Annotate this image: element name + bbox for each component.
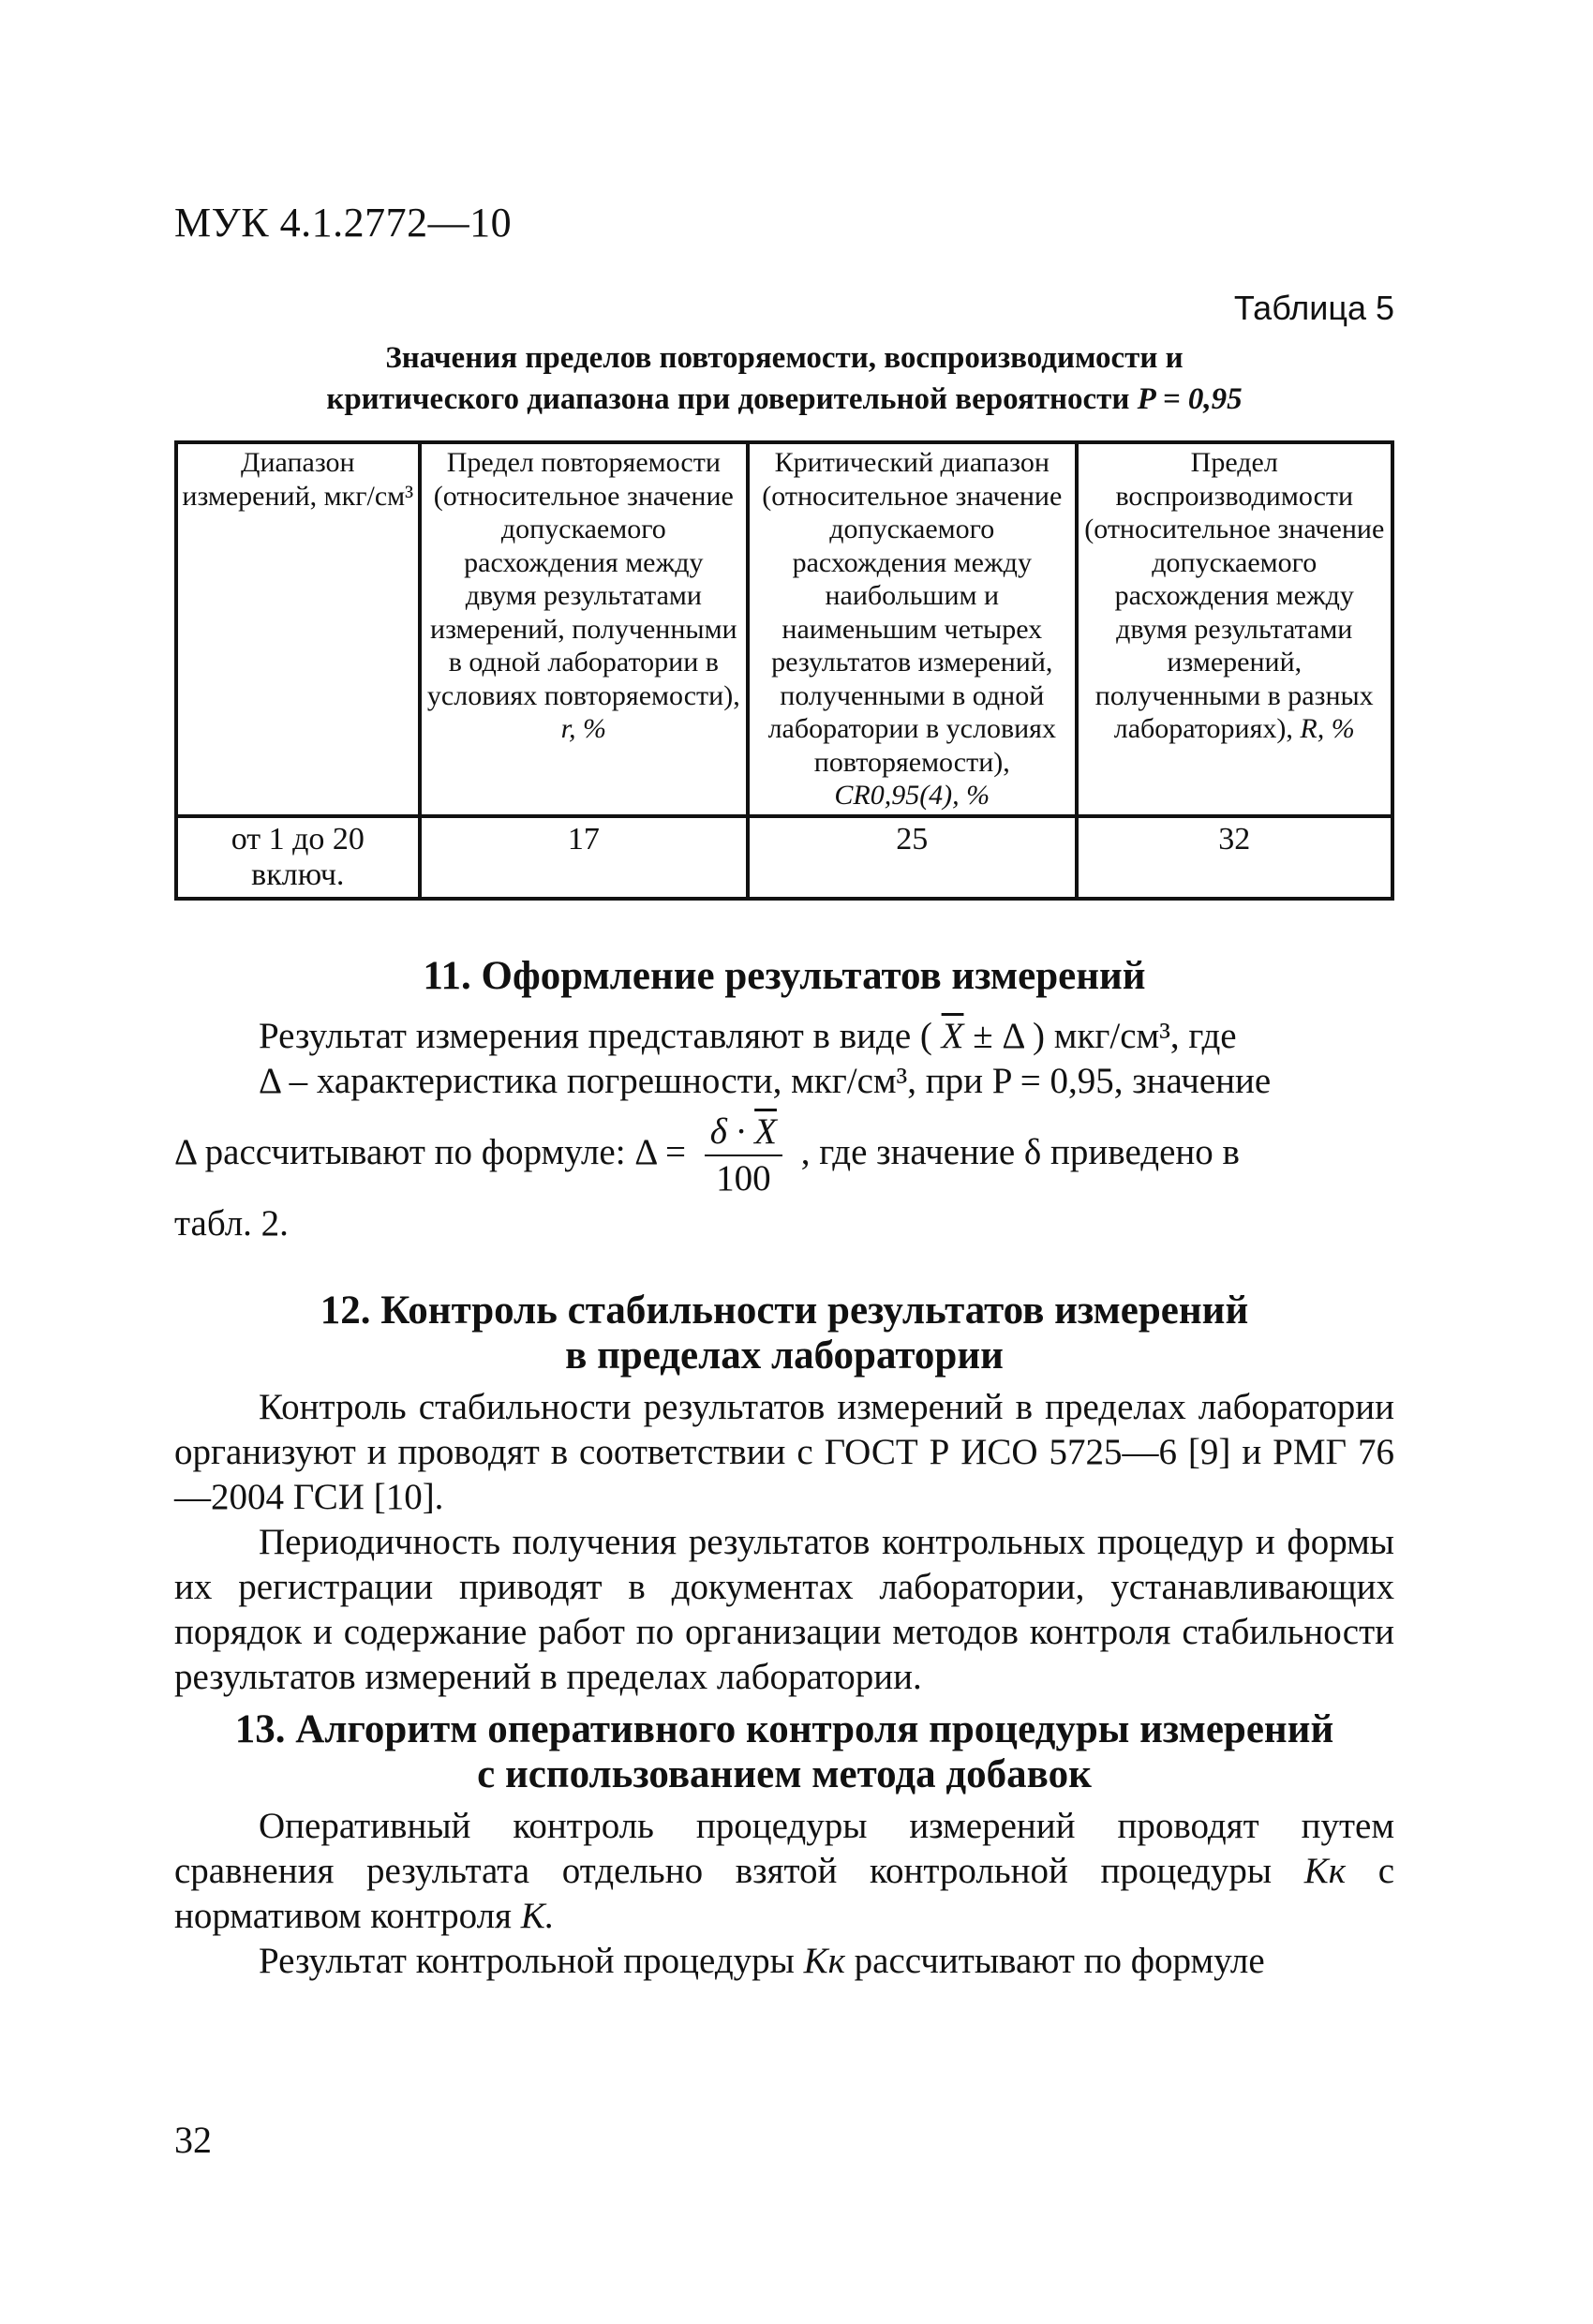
table-5 bbox=[174, 440, 1394, 901]
symbol-kk-2: Kк bbox=[803, 1941, 845, 1981]
document-code: МУК 4.1.2772—10 bbox=[174, 200, 513, 246]
section-11-line1: Результат измерения представляют в виде ( $\overline{X} \pm \Delta$ ) мкг/см³, где bbox=[259, 1016, 1237, 1056]
delta-formula-fraction bbox=[705, 1110, 782, 1201]
section-13-body bbox=[174, 1804, 1394, 1984]
formula-x-mean: $\overline{X}$ bbox=[754, 1111, 777, 1152]
header-range: Диапазон измерений, мкг/см³ bbox=[176, 442, 420, 816]
cell-r: 17 bbox=[420, 816, 748, 899]
cell-range: от 1 до 20 включ. bbox=[176, 816, 420, 899]
table-header-row bbox=[176, 442, 1392, 816]
table-title-line1: Значения пределов повторяемости, воспроизводимости и bbox=[385, 341, 1184, 375]
cell-R: 32 bbox=[1077, 816, 1393, 899]
x-mean-symbol: $\overline{X}$ bbox=[941, 1016, 964, 1056]
table-title-probability: P = 0,95 bbox=[1137, 382, 1243, 416]
section-13-heading: 13. Алгоритм оперативного контроля процедуры измерений с использованием метода добавок bbox=[234, 1707, 1334, 1796]
cell-cr: 25 bbox=[748, 816, 1076, 899]
header-reproducibility: Предел воспроизводимости (относительное значение допускаемого расхождения между двумя результатами измерений, полученными в разных лабораториях), R, % bbox=[1077, 442, 1393, 816]
symbol-kk: Kк bbox=[1303, 1851, 1347, 1891]
section-11-body bbox=[174, 1014, 1394, 1246]
header-repeatability: Предел повторяемости (относительное значение допускаемого расхождения между двумя результатами измерений, полученными в одной лаборатории в условиях повторяемости), r, % bbox=[420, 442, 748, 816]
page-number: 32 bbox=[174, 2119, 212, 2161]
section-13-para1: Оперативный контроль процедуры измерений проводят путем сравнения результата отдельно взятой контрольной процедуры Kк с нормативом контроля K. bbox=[174, 1806, 1394, 1936]
symbol-r: r, % bbox=[560, 713, 606, 744]
section-11-formula-line: Δ рассчитывают по формуле: Δ = $\frac{\delta \cdot \overline{X}}{100}$ , где значение δ приведено в bbox=[174, 1110, 1394, 1201]
section-12-heading: 12. Контроль стабильности результатов измерений в пределах лаборатории bbox=[320, 1289, 1249, 1378]
section-13-para2: Результат контрольной процедуры Kк рассчитывают по формуле bbox=[259, 1941, 1265, 1981]
symbol-cr: CR0,95(4), % bbox=[834, 780, 990, 811]
table-row bbox=[176, 816, 1392, 899]
formula-numerator: δ · bbox=[709, 1111, 746, 1152]
symbol-k: K. bbox=[520, 1896, 555, 1936]
section-11-heading: 11. Оформление результатов измерений bbox=[423, 954, 1146, 998]
symbol-R: R, % bbox=[1300, 713, 1355, 744]
formula-denominator: 100 bbox=[716, 1158, 771, 1199]
table-title bbox=[174, 337, 1394, 420]
section-12-para1: Контроль стабильности результатов измерений в пределах лаборатории организуют и проводят в соответствии с ГОСТ Р ИСО 5725—6 [9] и РМГ 76—2004 ГСИ [10]. bbox=[174, 1387, 1394, 1517]
section-12-body bbox=[174, 1385, 1394, 1700]
table-title-line2: критического диапазона при доверительной вероятности bbox=[326, 382, 1130, 416]
table-label: Таблица 5 bbox=[1233, 289, 1394, 327]
section-12-para2: Периодичность получения результатов контрольных процедур и формы их регистрации приводят в документах лаборатории, устанавливающих порядок и содержание работ по организации методов контроля стабильности результатов измерений в пределах лаборатории. bbox=[174, 1522, 1394, 1697]
section-11-line2: Δ – характеристика погрешности, мкг/см³, при P = 0,95, значение bbox=[259, 1061, 1272, 1101]
section-11-line4: табл. 2. bbox=[174, 1203, 289, 1244]
header-critical-range: Критический диапазон (относительное значение допускаемого расхождения между наибольшим и наименьшим четырех результатов измерений, полученными в одной лаборатории в условиях повторяемости), CR0,95(4), % bbox=[748, 442, 1076, 816]
